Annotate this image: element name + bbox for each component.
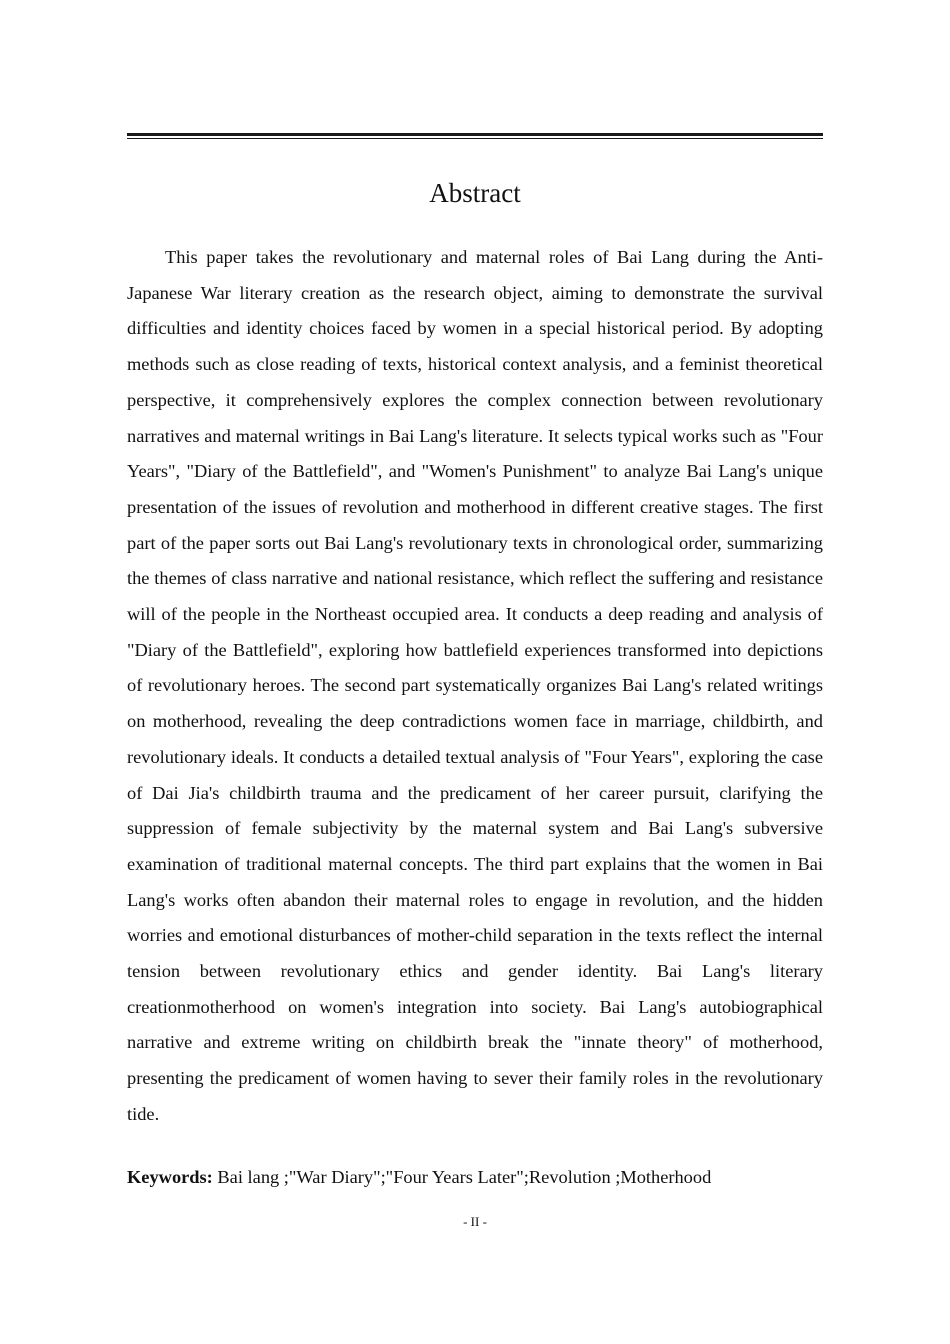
keywords-value: Bai lang ;"War Diary";"Four Years Later";Revolution ;Motherhood bbox=[212, 1167, 712, 1187]
abstract-title: Abstract bbox=[429, 178, 521, 208]
keywords-label: Keywords: bbox=[127, 1167, 213, 1187]
keywords-line bbox=[127, 1163, 823, 1191]
page-number: - II - bbox=[463, 1214, 487, 1229]
header-double-rule bbox=[127, 133, 823, 139]
abstract-body: This paper takes the revolutionary and maternal roles of Bai Lang during the Anti-Japanese War literary creation as the research object, aiming to demonstrate the survival difficulties and identity choices faced by women in a special historical period. By adopting methods such as close reading of texts, historical context analysis, and a feminist theoretical perspective, it comprehensively explores the complex connection between revolutionary narratives and maternal writings in Bai Lang's literature. It selects typical works such as "Four Years", "Diary of the Battlefield", and "Women's Punishment" to analyze Bai Lang's unique presentation of the issues of revolution and motherhood in different creative stages. The first part of the paper sorts out Bai Lang's revolutionary texts in chronological order, summarizing the themes of class narrative and national resistance, which reflect the suffering and resistance will of the people in the Northeast occupied area. It conducts a deep reading and analysis of "Diary of the Battlefield", exploring how battlefield experiences transformed into depictions of revolutionary heroes. The second part systematically organizes Bai Lang's related writings on motherhood, revealing the deep contradictions women face in marriage, childbirth, and revolutionary ideals. It conducts a detailed textual analysis of "Four Years", exploring the case of Dai Jia's childbirth trauma and the predicament of her career pursuit, clarifying the suppression of female subjectivity by the maternal system and Bai Lang's subversive examination of traditional maternal concepts. The third part explains that the women in Bai Lang's works often abandon their maternal roles to engage in revolution, and the hidden worries and emotional disturbances of mother-child separation in the texts reflect the internal tension between revolutionary ethics and gender identity. Bai Lang's literary creationmotherhood on women's integration into society. Bai Lang's autobiographical narrative and extreme writing on childbirth break the "innate theory" of motherhood, presenting the predicament of women having to sever their family roles in the revolutionary tide. bbox=[127, 247, 823, 1124]
